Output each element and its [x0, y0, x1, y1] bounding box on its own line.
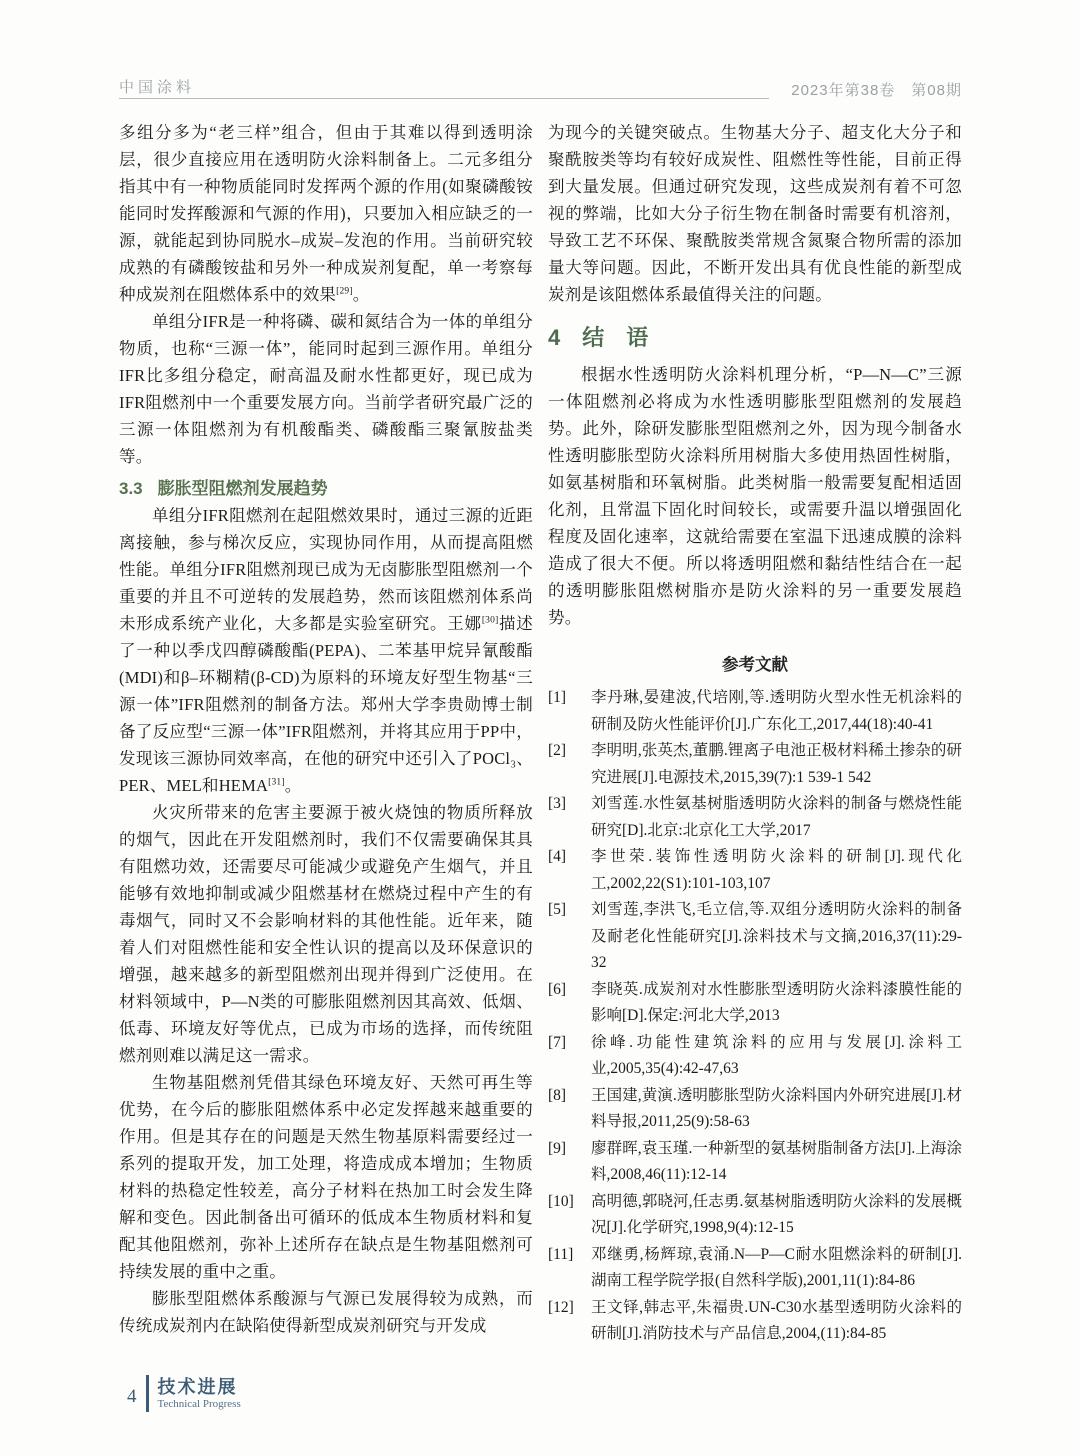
citation-superscript: [31] [268, 777, 285, 788]
reference-text: 徐峰.功能性建筑涂料的应用与发展[J].涂料工业,2005,35(4):42-47,63 [591, 1033, 962, 1077]
references-heading: 参考文献 [722, 656, 788, 674]
reference-item [548, 1189, 962, 1242]
reference-number: [1] [548, 689, 567, 706]
section-number: 3.3 [119, 479, 143, 498]
header-journal-title: 中国涂料 [119, 79, 196, 96]
reference-number: [4] [548, 848, 567, 865]
header-issue-info: 2023年第38卷 第08期 [791, 82, 962, 99]
reference-text: 李世荣.装饰性透明防火涂料的研制[J].现代化工,2002,22(S1):101-103,107 [591, 848, 962, 892]
right-column [548, 119, 962, 1348]
body-paragraph: 生物基阻燃剂凭借其绿色环境友好、天然可再生等优势，在今后的膨胀阻燃体系中必定发挥越来越重要的作用。但是其存在的问题是天然生物基原料需要经过一系列的提取开发，加工处理，将造成成本增加；生物质材料的热稳定性较差，高分子材料在热加工时会发生降解和变色。因此制备出可循环的低成本生物质材料和复配其他阻燃剂，弥补上述所存在缺点是生物基阻燃剂可持续发展的重中之重。 [119, 1073, 533, 1281]
section-title: 膨胀型阻燃剂发展趋势 [157, 479, 328, 498]
body-paragraph: 膨胀型阻燃体系酸源与气源已发展得较为成熟，而传统成炭剂内在缺陷使得新型成炭剂研究与开发成 [119, 1289, 533, 1335]
header-rule [119, 98, 769, 99]
reference-number: [7] [548, 1033, 567, 1051]
body-paragraph: 为现今的关键突破点。生物基大分子、超支化大分子和聚酰胺类等均有较好成炭性、阻燃性等性能，目前正得到大量发展。但通过研究发现，这些成炭剂有着不可忽视的弊端，比如大分子衍生物在制备时需要有机溶剂，导致工艺不环保、聚酰胺类常规含氮聚合物所需的添加量大等问题。因此，不断开发出具有优良性能的新型成炭剂是该阻燃体系最值得关注的问题。 [548, 123, 962, 304]
reference-number: [2] [548, 742, 567, 759]
section-heading [548, 321, 962, 352]
reference-item [548, 1083, 962, 1136]
reference-text: 王国建,黄演.透明膨胀型防火涂料国内外研究进展[J].材料导报,2011,25(9):58-63 [591, 1086, 962, 1130]
section-subheading [119, 474, 533, 499]
page-number: 4 [127, 1386, 137, 1407]
footer-section-label: 技术进展 [157, 1376, 238, 1397]
reference-number: [10] [548, 1192, 574, 1210]
section-title: 结 语 [582, 325, 649, 350]
reference-number: [9] [548, 1139, 567, 1157]
footer-section-label-en: Technical Progress [157, 1397, 241, 1410]
reference-number: [8] [548, 1086, 567, 1104]
reference-text: 李丹琳,晏建波,代培刚,等.透明防火型水性无机涂料的研制及防火性能评价[J].广东化工,2017,44(18):40-41 [591, 689, 962, 733]
reference-text: 邓继勇,杨辉琼,袁涌.N—P—C耐水阻燃涂料的研制[J].湖南工程学院学报(自然科学版),2001,11(1):84-86 [591, 1245, 962, 1289]
reference-item [548, 844, 962, 897]
reference-item [548, 738, 962, 791]
body-paragraph: 多组分多为“老三样”组合，但由于其难以得到透明涂层，很少直接应用在透明防火涂料制备上。二元多组分指其中有一种物质能同时发挥两个源的作用(如聚磷酸铵能同时发挥酸源和气源的作用)，只要加入相应缺乏的一源，就能起到协同脱水–成炭–发泡的作用。当前研究较成熟的有磷酸铵盐和另外一种成炭剂复配，单一考察每种成炭剂在阻燃体系中的效果[29]。 [119, 123, 533, 304]
reference-text: 王文铎,韩志平,朱福贵.UN-C30水基型透明防火涂料的研制[J].消防技术与产品信息,2004,(11):84-85 [591, 1298, 962, 1342]
footer-divider-bar [146, 1375, 149, 1412]
reference-text: 刘雪莲.水性氨基树脂透明防火涂料的制备与燃烧性能研究[D].北京:北京化工大学,2017 [591, 795, 962, 839]
citation-superscript: [30] [481, 615, 499, 626]
reference-number: [3] [548, 795, 567, 812]
reference-item [548, 1242, 962, 1295]
reference-text: 刘雪莲,李洪飞,毛立信,等.双组分透明防火涂料的制备及耐老化性能研究[J].涂料技术与文摘,2016,37(11):29-32 [591, 901, 962, 971]
reference-text: 廖群晖,袁玉瑾.一种新型的氨基树脂制备方法[J].上海涂料,2008,46(11):12-14 [591, 1139, 962, 1183]
reference-item [548, 685, 962, 738]
reference-item [548, 1136, 962, 1189]
body-paragraph: 火灾所带来的危害主要源于被火烧蚀的物质所释放的烟气，因此在开发阻燃剂时，我们不仅需要确保其具有阻燃功效，还需要尽可能减少或避免产生烟气，并且能够有效地抑制或减少阻燃基材在燃烧过程中产生的有毒烟气，同时又不会影响材料的其他性能。近年来，随着人们对阻燃性能和安全性认识的提高以及环保意识的增强，越来越多的新型阻燃剂出现并得到广泛使用。在材料领域中，P—N类的可膨胀阻燃剂因其高效、低烟、低毒、环境友好等优点，已成为市场的选择，而传统阻燃剂则难以满足这一需求。 [119, 803, 533, 1065]
reference-text: 高明德,郭晓河,任志勇.氨基树脂透明防火涂料的发展概况[J].化学研究,1998,9(4):12-15 [591, 1192, 962, 1236]
section-number: 4 [548, 325, 561, 350]
reference-item [548, 1030, 962, 1083]
reference-number: [5] [548, 901, 567, 918]
reference-item [548, 1295, 962, 1348]
left-column [119, 119, 533, 1348]
reference-item [548, 977, 962, 1030]
body-paragraph: 根据水性透明防火涂料机理分析，“P—N—C”三源一体阻燃剂必将成为水性透明膨胀型阻燃剂的发展趋势。此外，除研发膨胀型阻燃剂之外，因为现今制备水性透明膨胀型防火涂料所用树脂大多使用热固性树脂，如氨基树脂和环氧树脂。此类树脂一般需要复配相适固化剂，且常温下固化时间较长，或需要升温以增强固化程度及固化速率，这就给需要在室温下迅速成膜的涂料造成了很大不便。所以将透明阻燃和黏结性结合在一起的透明膨胀阻燃树脂亦是防火涂料的另一重要发展趋势。 [548, 365, 962, 627]
reference-number: [12] [548, 1298, 574, 1316]
reference-number: [6] [548, 980, 567, 998]
body-paragraph: 单组分IFR是一种将磷、碳和氮结合为一体的单组分物质，也称“三源一体”，能同时起到三源作用。单组分IFR比多组分稳定，耐高温及耐水性都更好，现已成为IFR阻燃剂中一个重要发展方向。当前学者研究最广泛的三源一体阻燃剂为有机酸酯类、磷酸酯三聚氰胺盐类等。 [119, 312, 533, 466]
reference-item [548, 897, 962, 977]
page-footer [127, 1375, 241, 1412]
references-list [548, 685, 962, 1348]
footer-section [158, 1377, 241, 1411]
reference-text: 李明明,张英杰,董鹏.锂离子电池正极材料稀土掺杂的研究进展[J].电源技术,2015,39(7):1 539-1 542 [591, 742, 962, 786]
two-column-body [119, 119, 962, 1348]
citation-superscript: [29] [336, 286, 353, 297]
reference-text: 李晓英.成炭剂对水性膨胀型透明防火涂料漆膜性能的影响[D].保定:河北大学,2013 [591, 980, 962, 1024]
body-paragraph: 单组分IFR阻燃剂在起阻燃效果时，通过三源的近距离接触，参与梯次反应，实现协同作用，从而提高阻燃性能。单组分IFR阻燃剂现已成为无卤膨胀型阻燃剂一个重要的并且不可逆转的发展趋势，然而该阻燃剂体系尚未形成系统产业化，大多都是实验室研究。王娜[30]描述了一种以季戊四醇磷酸酯(PEPA)、二苯基甲烷异氰酸酯(MDI)和β–环糊精(β-CD)为原料的环境友好型生物基“三源一体”IFR阻燃剂的制备方法。郑州大学李贵勋博士制备了反应型“三源一体”IFR阻燃剂，并将其应用于PP中，发现该三源协同效率高，在他的研究中还引入了POCl₃、PER、MEL和HEMA[31]。 [119, 506, 534, 795]
reference-number: [11] [548, 1245, 574, 1263]
reference-item [548, 791, 962, 844]
